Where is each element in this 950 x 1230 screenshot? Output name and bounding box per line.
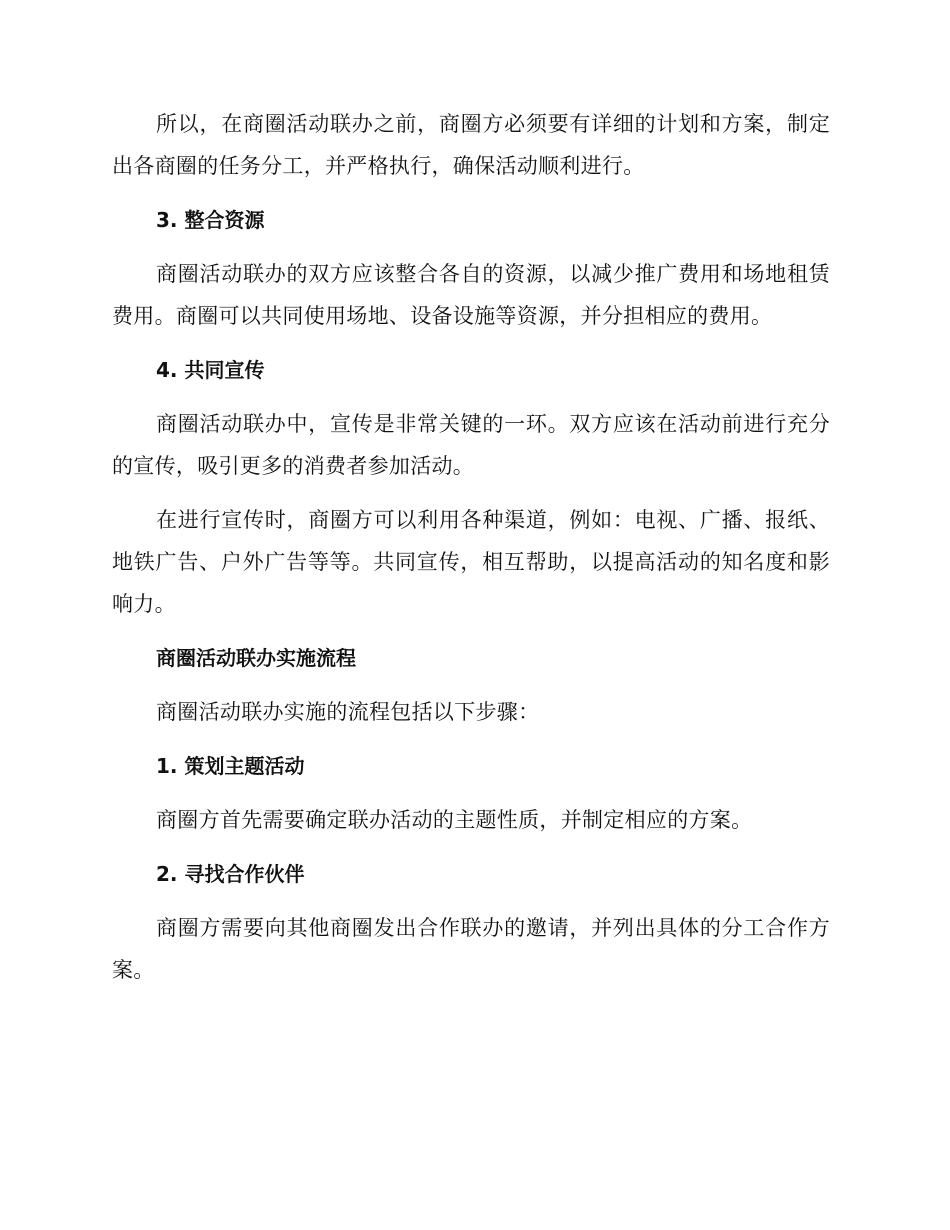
spacer: [112, 625, 830, 637]
spacer: [112, 733, 830, 745]
spacer: [112, 337, 830, 349]
paragraph-partners: 商圈方需要向其他商圈发出合作联办的邀请，并列出具体的分工合作方案。: [112, 916, 830, 982]
heading-joint-promotion: 4. 共同宣传: [156, 358, 265, 382]
spacer: [112, 187, 830, 199]
spacer: [112, 487, 830, 499]
paragraph-resources: 商圈活动联办的双方应该整合各自的资源，以减少推广费用和场地租赁费用。商圈可以共同使用场地、设备设施等资源，并分担相应的费用。: [112, 262, 830, 328]
spacer: [112, 241, 830, 253]
heading-implementation-process: 商圈活动联办实施流程: [156, 646, 356, 670]
spacer: [112, 679, 830, 691]
paragraph-plan: 所以，在商圈活动联办之前，商圈方必须要有详细的计划和方案，制定出各商圈的任务分工，并严格执行，确保活动顺利进行。: [112, 112, 830, 178]
heading-integrate-resources: 3. 整合资源: [156, 208, 265, 232]
paragraph-theme: 商圈方首先需要确定联办活动的主题性质，并制定相应的方案。: [156, 808, 753, 832]
spacer: [112, 895, 830, 907]
spacer: [112, 841, 830, 853]
paragraph-promotion-key: 商圈活动联办中，宣传是非常关键的一环。双方应该在活动前进行充分的宣传，吸引更多的消费者参加活动。: [112, 412, 830, 478]
spacer: [112, 787, 830, 799]
heading-find-partners: 2. 寻找合作伙伴: [156, 862, 305, 886]
heading-plan-theme: 1. 策划主题活动: [156, 754, 305, 778]
paragraph-process-intro: 商圈活动联办实施的流程包括以下步骤：: [156, 700, 540, 724]
document-page: [112, 103, 830, 991]
paragraph-promotion-channels: 在进行宣传时，商圈方可以利用各种渠道，例如：电视、广播、报纸、地铁广告、户外广告等等。共同宣传，相互帮助，以提高活动的知名度和影响力。: [112, 508, 830, 616]
spacer: [112, 391, 830, 403]
